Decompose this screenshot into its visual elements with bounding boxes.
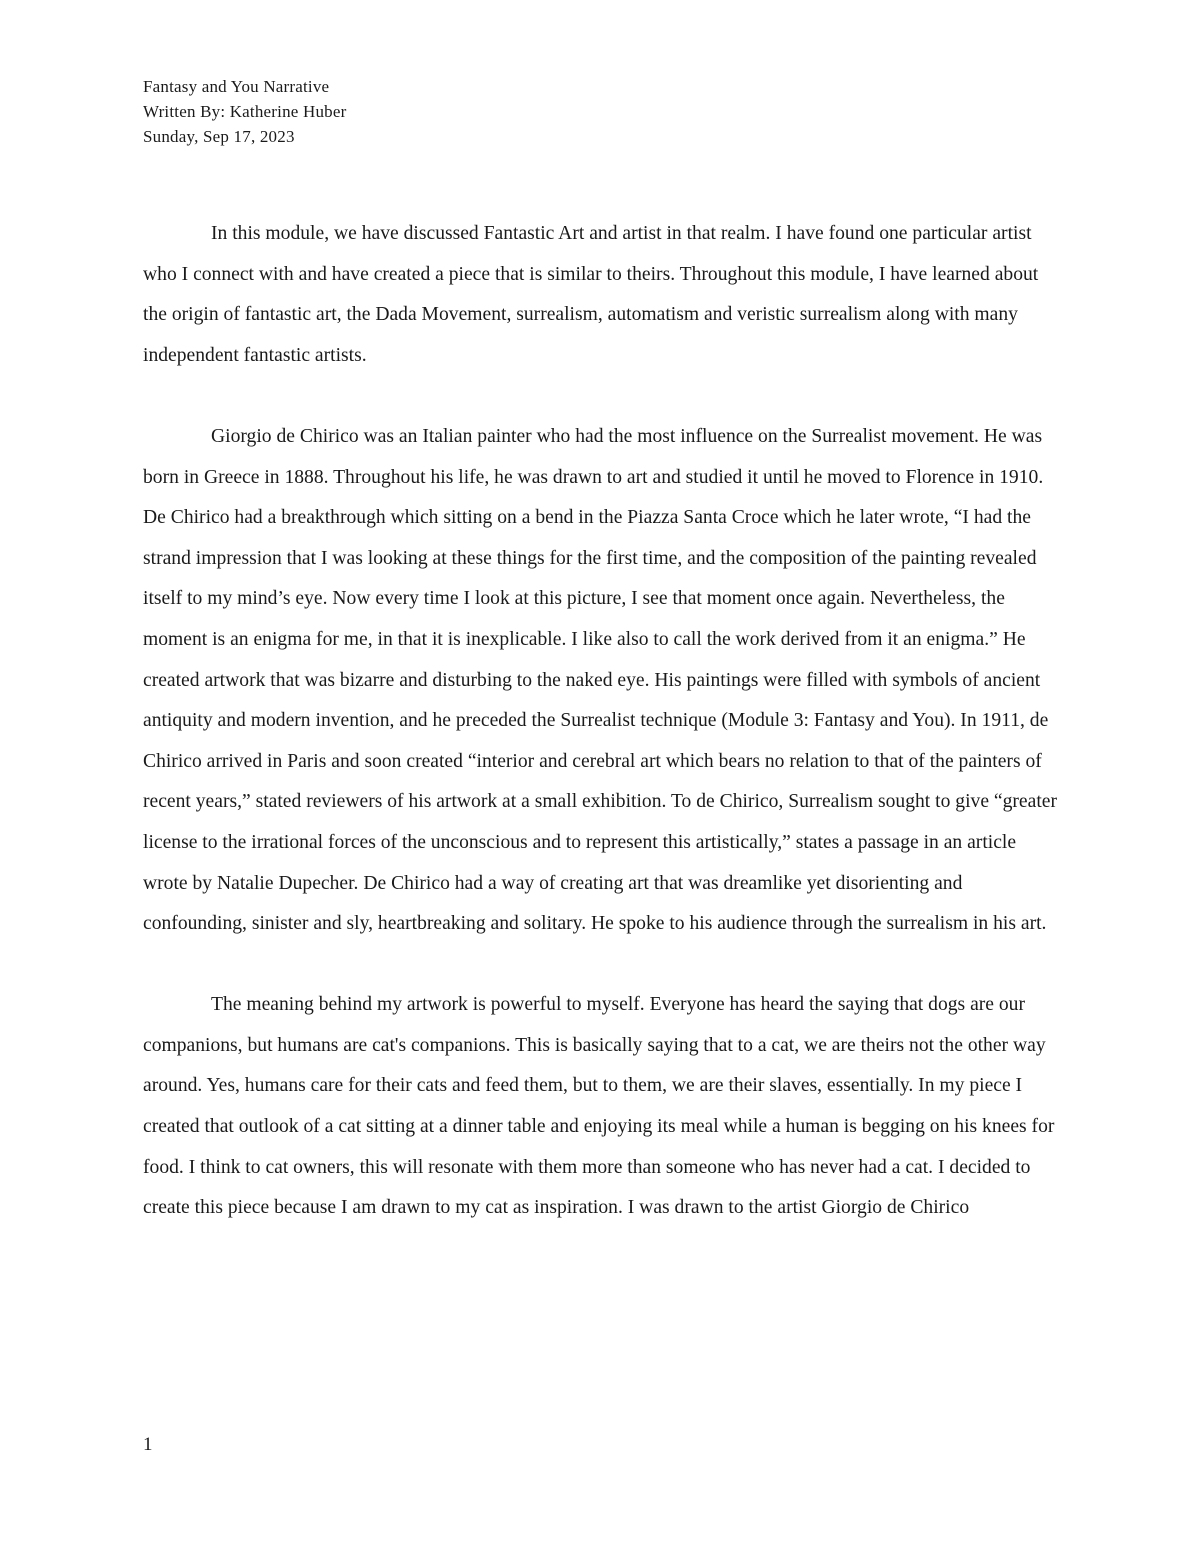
- document-author: Written By: Katherine Huber: [143, 102, 347, 121]
- paragraph-intro: In this module, we have discussed Fantastic Art and artist in that realm. I have found one particular artist who I connect with and have created a piece that is similar to theirs. Throughout this module, I have learned about the origin of fantastic art, the Dada Movement, surrealism, automatism and veristic surrealism along with many independent fantastic artists.: [143, 223, 1039, 366]
- paragraph-de-chirico: Giorgio de Chirico was an Italian painter who had the most influence on the Surrealist movement. He was born in Greece in 1888. Throughout his life, he was drawn to art and studied it until he moved to Florence in 1910. De Chirico had a breakthrough which sitting on a bend in the Piazza Santa Croce which he later wrote, “I had the strand impression that I was looking at these things for the first time, and the composition of the painting revealed itself to my mind’s eye. Now every time I look at this picture, I see that moment once again. Nevertheless, the moment is an enigma for me, in that it is inexplicable. I like also to call the work derived from it an enigma.” He created artwork that was bizarre and disturbing to the naked eye. His paintings were filled with symbols of ancient antiquity and modern invention, and he preceded the Surrealist technique (Module 3: Fantasy and You). In 1911, de Chirico arrived in Paris and soon created “interior and cerebral art which bears no relation to that of the painters of recent years,” stated reviewers of his artwork at a small exhibition. To de Chirico, Surrealism sought to give “greater license to the irrational forces of the unconscious and to represent this artistically,” states a passage in an article wrote by Natalie Dupecher. De Chirico had a way of creating art that was dreamlike yet disorienting and confounding, sinister and sly, heartbreaking and solitary. He spoke to his audience through the surrealism in his art.: [143, 425, 1057, 935]
- document-date: Sunday, Sep 17, 2023: [143, 127, 295, 146]
- document-header: [143, 74, 346, 149]
- document-title: Fantasy and You Narrative: [143, 77, 330, 96]
- page-number: 1: [143, 1434, 153, 1455]
- paragraph-artwork-meaning: The meaning behind my artwork is powerful to myself. Everyone has heard the saying that dogs are our companions, but humans are cat's companions. This is basically saying that to a cat, we are theirs not the other way around. Yes, humans care for their cats and feed them, but to them, we are their slaves, essentially. In my piece I created that outlook of a cat sitting at a dinner table and enjoying its meal while a human is begging on his knees for food. I think to cat owners, this will resonate with them more than someone who has never had a cat. I decided to create this piece because I am drawn to my cat as inspiration. I was drawn to the artist Giorgio de Chirico: [143, 994, 1055, 1219]
- document-body: [143, 214, 1061, 1269]
